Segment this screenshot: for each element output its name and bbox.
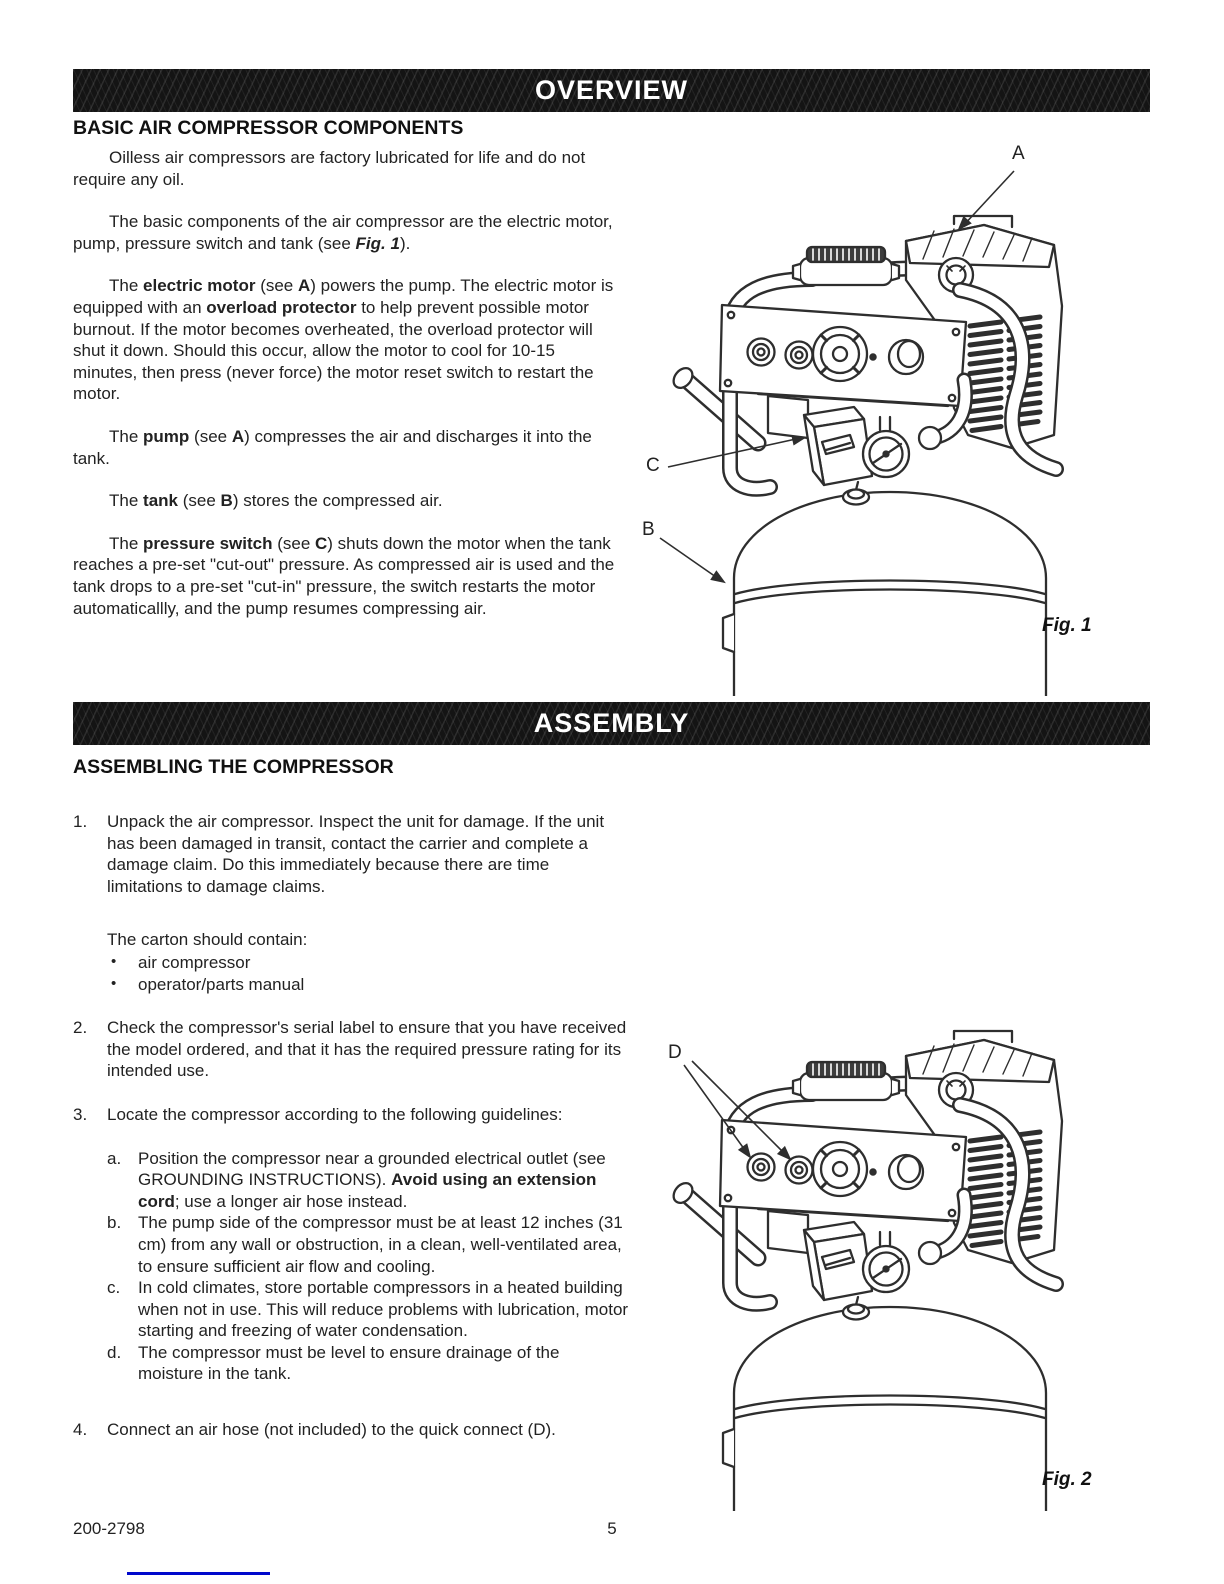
page-number: 5 (607, 1519, 617, 1538)
fig1-caption: Fig. 1 (1042, 615, 1092, 636)
overview-section-title: OVERVIEW (534, 75, 689, 105)
assembling-heading: ASSEMBLING THE COMPRESSOR (73, 756, 394, 778)
carton-item-text: operator/parts manual (138, 974, 305, 994)
carton-item-text: air compressor (138, 952, 251, 972)
assembly-section-bar (73, 702, 1150, 745)
guideline-b (107, 1212, 629, 1277)
carton-contents (107, 929, 629, 995)
step-1-text: Unpack the air compressor. Inspect the unit for damage. If the unit has been damaged in transit, contact the carrier and complete a damage claim. Do this immediately because there are time limitations to damage claims. (107, 812, 605, 896)
air-compressor-illustration-2 (618, 953, 1178, 1511)
guideline-d-letter: d. (107, 1342, 122, 1362)
guideline-b-letter: b. (107, 1213, 122, 1233)
fig1-label-tank-b: B (642, 519, 655, 540)
guideline-a-letter: a. (107, 1148, 122, 1168)
carton-item-manual (107, 974, 629, 996)
guideline-c-letter: c. (107, 1278, 121, 1298)
assembly-section-title: ASSEMBLY (533, 708, 690, 738)
paragraph-pressure-switch: The pressure switch (see C) shuts down the motor when the tank reaches a pre-set "cut-out" pressure. As compressed air is used and the tank drops to a pre-set "cut-in" pressure, the switch restarts the motor automaticallly, and the pump resumes compressing air. (73, 533, 615, 618)
bullet-icon: • (111, 952, 117, 970)
step-3-text: Locate the compressor according to the following guidelines: (107, 1104, 563, 1124)
step-2-text: Check the compressor's serial label to ensure that you have received the model ordered, and that it has the required pressure rating for its intended use. (107, 1018, 627, 1081)
basic-components-heading: BASIC AIR COMPRESSOR COMPONENTS (73, 117, 464, 139)
guideline-a (107, 1148, 629, 1213)
fig2-label-quick-connect-d: D (668, 1042, 682, 1063)
step-3-number: 3. (73, 1104, 88, 1124)
step-4-number: 4. (73, 1420, 88, 1440)
guideline-d (107, 1342, 629, 1385)
fig1-label-switch-c: C (646, 455, 660, 476)
step-2 (73, 1017, 629, 1082)
step-4-text: Connect an air hose (not included) to the quick connect (D). (107, 1420, 556, 1440)
figure-1 (618, 138, 1180, 696)
paragraph-basic-components: The basic components of the air compressor are the electric motor, pump, pressure switch and tank (see Fig. 1). (73, 212, 613, 253)
guideline-b-text: The pump side of the compressor must be at least 12 inches (31 cm) from any wall or obstruction, in a clean, well-ventilated area, to ensure sufficient air flow and cooling. (138, 1213, 623, 1276)
guideline-c (107, 1277, 629, 1342)
step-3-sublist (107, 1148, 629, 1386)
paragraph-electric-motor: The electric motor (see A) powers the pump. The electric motor is equipped with an overload protector to help prevent possible motor burnout. If the motor becomes overheated, the overload protector will shut it down. Should this occur, allow the motor to cool for 10-15 minutes, then press (never force) the motor reset switch to restart the motor. (73, 276, 614, 404)
figure-2 (618, 953, 1180, 1511)
assembly-steps-list (73, 811, 629, 1463)
scan-artifact-underline (127, 1572, 270, 1575)
step-1-number: 1. (73, 812, 88, 831)
overview-body-text (73, 147, 622, 640)
step-3 (73, 1104, 629, 1385)
paragraph-tank: The tank (see B) stores the compressed air. (109, 491, 443, 511)
guideline-a-text: Position the compressor near a grounded electrical outlet (see GROUNDING INSTRUCTIONS). Avoid using an extension cord; use a longer air hose instead. (138, 1148, 606, 1211)
carton-item-compressor (107, 952, 629, 974)
bullet-icon: • (111, 974, 117, 992)
step-4 (73, 1419, 629, 1441)
guideline-d-text: The compressor must be level to ensure drainage of the moisture in the tank. (138, 1342, 560, 1384)
doc-number: 200-2798 (73, 1519, 145, 1538)
paragraph-pump: The pump (see A) compresses the air and discharges it into the tank. (73, 426, 592, 468)
step-1 (73, 811, 629, 897)
paragraph-oilless: Oilless air compressors are factory lubricated for life and do not require any oil. (73, 148, 586, 189)
step-2-number: 2. (73, 1018, 88, 1038)
fig1-label-motor-a: A (1012, 143, 1025, 164)
air-compressor-illustration-1 (618, 138, 1178, 696)
overview-section-bar (73, 69, 1150, 112)
carton-intro: The carton should contain: (107, 930, 308, 950)
fig2-caption: Fig. 2 (1042, 1469, 1092, 1490)
guideline-c-text: In cold climates, store portable compressors in a heated building when not in use. This will reduce problems with lubrication, motor starting and freezing of water condensation. (138, 1278, 629, 1341)
